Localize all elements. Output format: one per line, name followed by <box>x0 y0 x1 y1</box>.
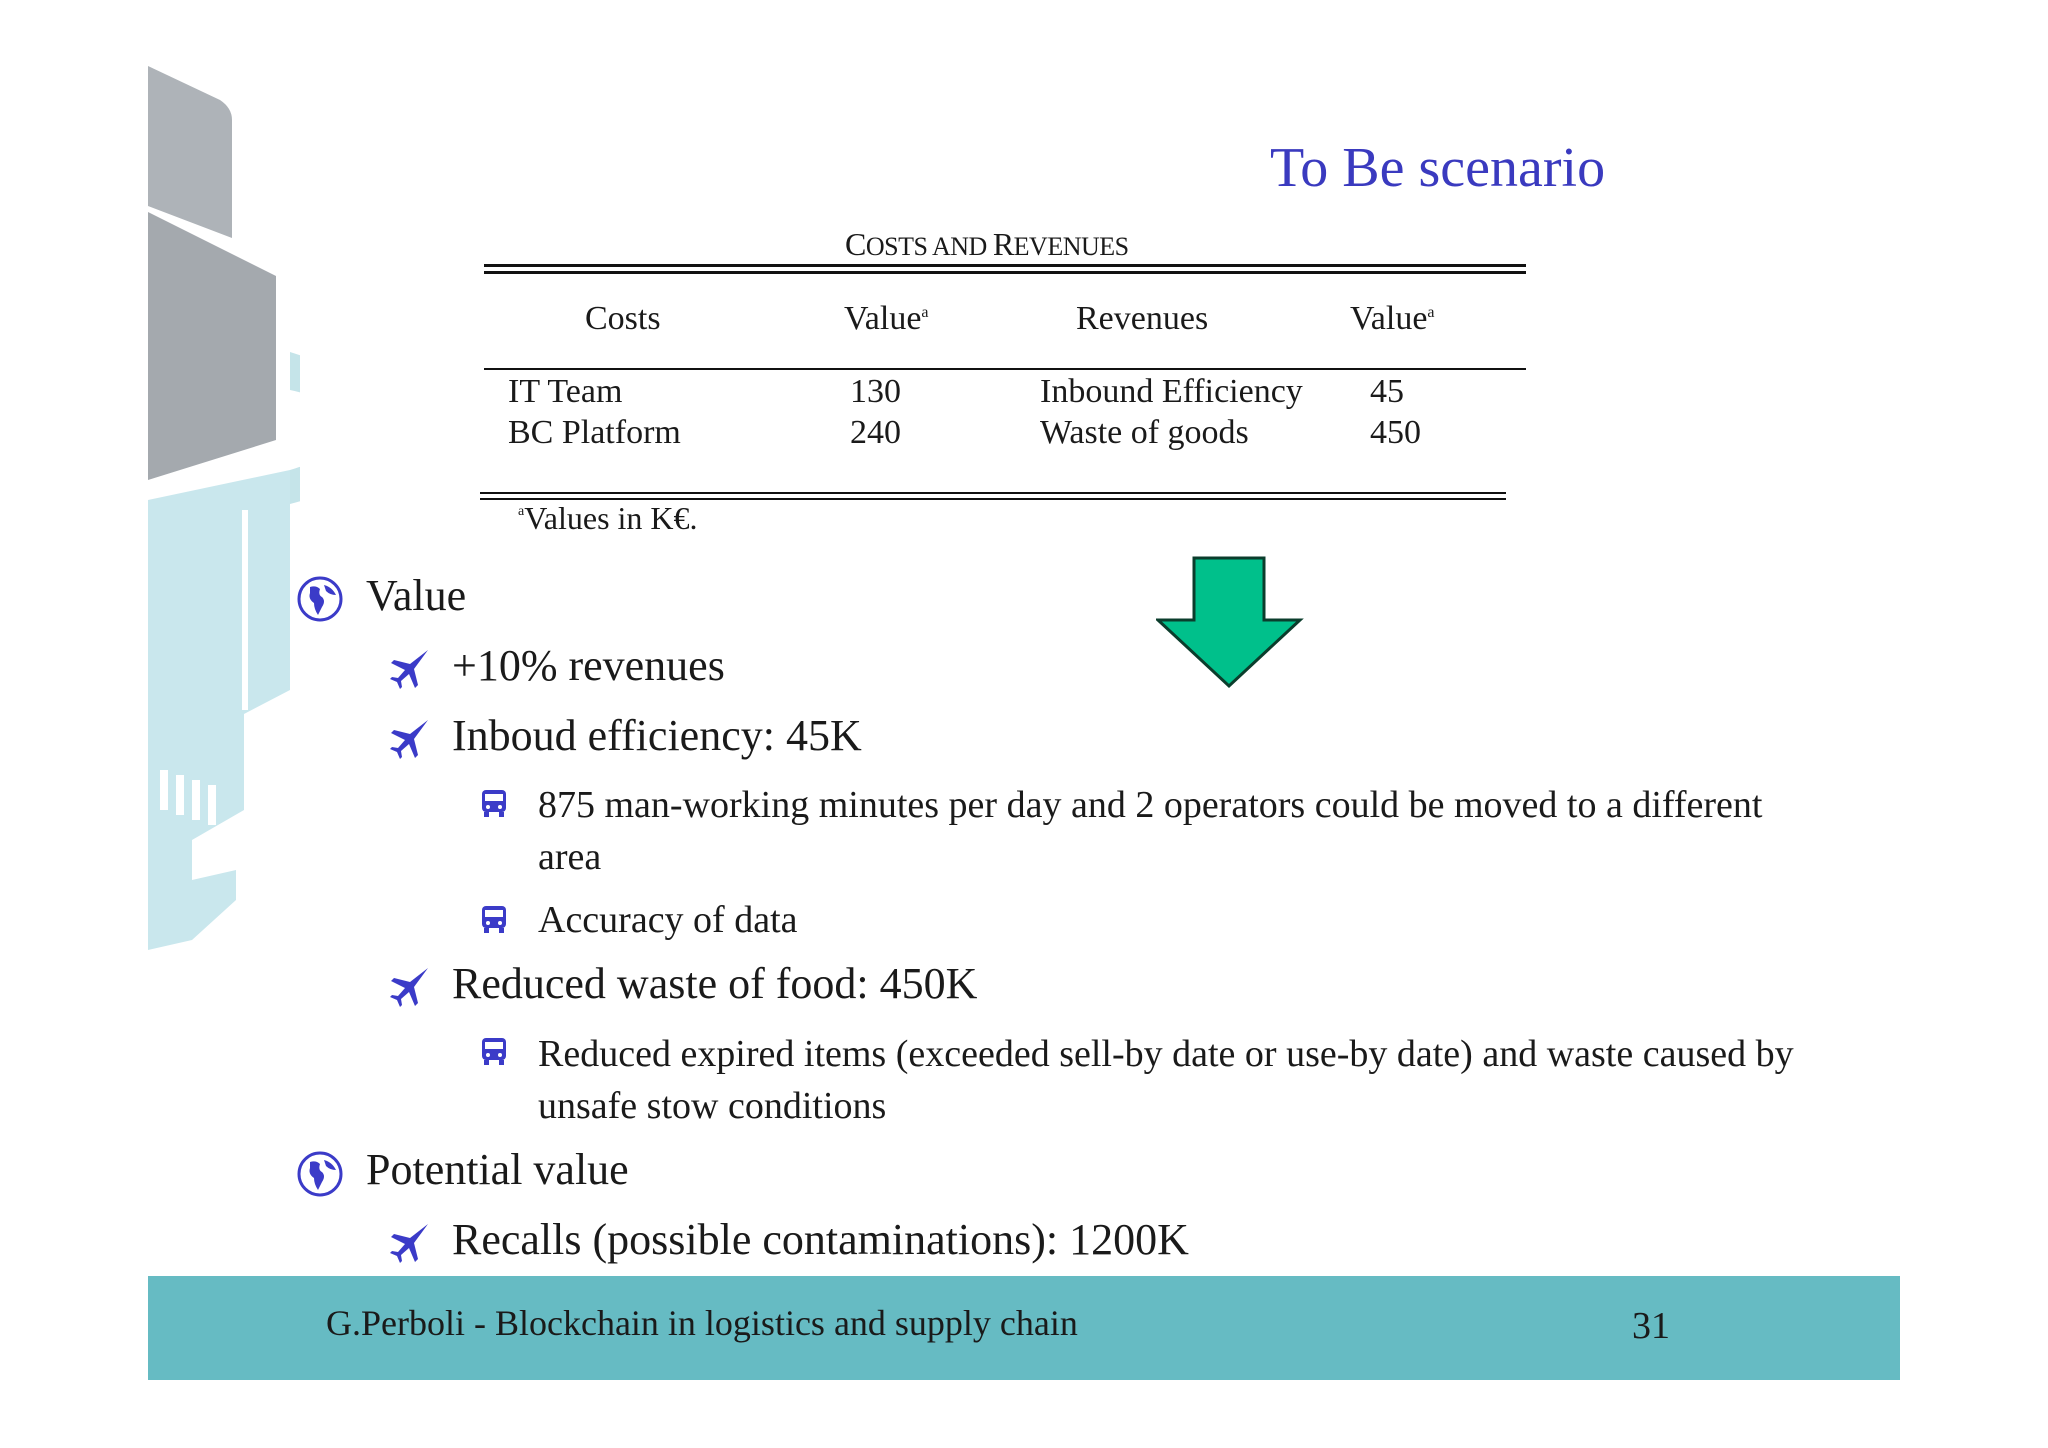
header-value-1 <box>844 300 929 338</box>
header-value-1-label: Value <box>844 300 922 337</box>
table-cell-cost: IT Team <box>508 373 623 410</box>
table-cell-cost-value: 240 <box>850 414 901 451</box>
header-value-2-label: Value <box>1350 300 1428 337</box>
footnote-mark: a <box>518 504 525 519</box>
slide-title: To Be scenario <box>1270 137 1606 199</box>
bus-icon <box>480 788 508 818</box>
table-cell-revenue-value: 45 <box>1370 373 1404 410</box>
bullet-potential-value: Potential value <box>366 1145 629 1194</box>
header-costs <box>585 300 661 338</box>
header-costs-label: Costs <box>585 300 661 337</box>
header-value-2 <box>1350 300 1435 338</box>
header-revenues <box>1076 300 1208 338</box>
table-cell-revenue: Waste of goods <box>1040 414 1249 451</box>
bullet-inbound-efficiency: Inboud efficiency: 45K <box>452 711 862 760</box>
down-arrow-icon <box>1156 556 1304 690</box>
table-cell-cost: BC Platform <box>508 414 681 451</box>
table-top-rule-2 <box>484 271 1526 274</box>
bullet-man-working-minutes: 875 man-working minutes per day and 2 operators could be moved to a different area <box>538 784 1763 878</box>
bullet-accuracy-of-data: Accuracy of data <box>538 899 798 941</box>
page-number: 31 <box>1632 1305 1670 1347</box>
airplane-icon <box>388 646 432 690</box>
footnote-text: Values in K€. <box>524 500 698 536</box>
header-value-2-sup: a <box>1427 304 1435 321</box>
table-caption <box>845 226 1129 263</box>
caption-initial-r: R <box>992 226 1014 262</box>
bullet-revenues: +10% revenues <box>452 641 725 690</box>
bus-icon <box>480 1036 508 1066</box>
bus-icon <box>480 904 508 934</box>
caption-part-1: OSTS AND <box>865 232 993 261</box>
footer-text: G.Perboli - Blockchain in logistics and supply chain <box>326 1303 1078 1343</box>
header-value-1-sup: a <box>921 304 929 321</box>
bullet-reduced-waste: Reduced waste of food: 450K <box>452 959 978 1008</box>
caption-part-2: EVENUES <box>1013 232 1129 261</box>
table-top-rule-1 <box>484 264 1526 267</box>
globe-icon <box>296 575 344 623</box>
airplane-icon <box>388 716 432 760</box>
caption-initial-c: C <box>845 226 866 262</box>
table-cell-cost-value: 130 <box>850 373 901 410</box>
table-header-rule <box>484 368 1526 370</box>
table-cell-revenue: Inbound Efficiency <box>1040 373 1303 410</box>
airplane-icon <box>388 964 432 1008</box>
globe-icon <box>296 1150 344 1198</box>
bullet-value: Value <box>366 571 467 620</box>
table-cell-revenue-value: 450 <box>1370 414 1421 451</box>
background-decoration <box>0 0 300 960</box>
airplane-icon <box>388 1220 432 1264</box>
table-bottom-rule-1 <box>480 492 1506 494</box>
bullet-reduced-expired-items: Reduced expired items (exceeded sell-by date or use-by date) and waste caused by unsafe stow conditions <box>538 1033 1794 1127</box>
table-footnote <box>518 500 698 537</box>
header-revenues-label: Revenues <box>1076 300 1209 337</box>
bullet-recalls: Recalls (possible contaminations): 1200K <box>452 1215 1189 1264</box>
